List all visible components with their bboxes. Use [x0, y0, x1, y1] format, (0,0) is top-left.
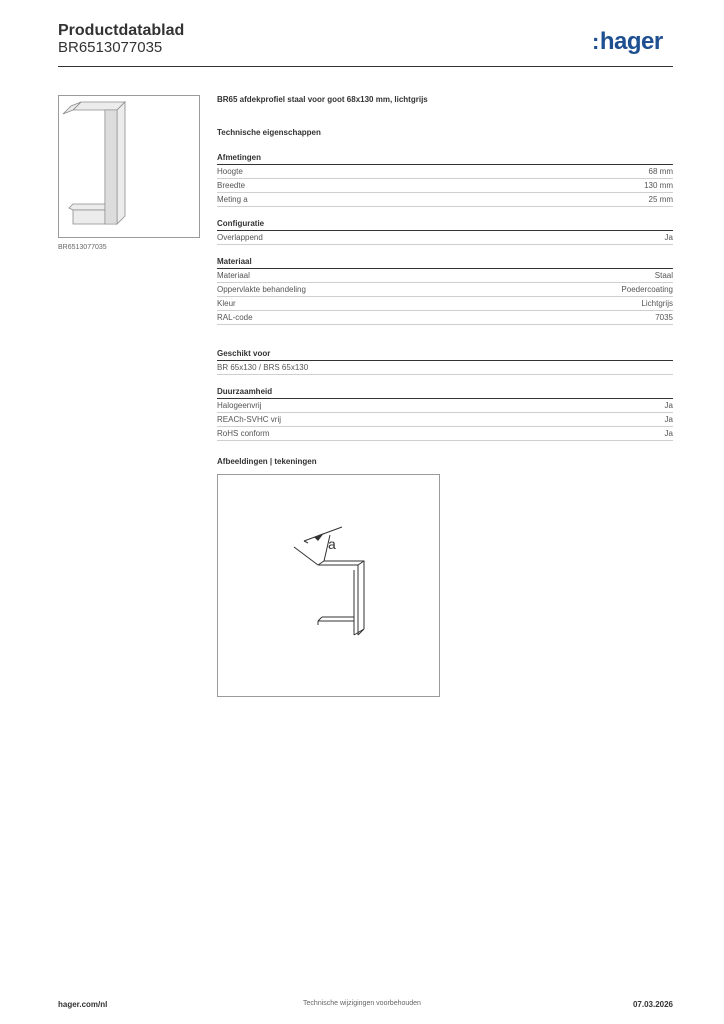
- spec-value: Ja: [664, 415, 673, 424]
- spec-label: Materiaal: [217, 271, 250, 280]
- spec-value: Ja: [664, 233, 673, 242]
- section-afmetingen: [217, 153, 673, 207]
- spec-label: Hoogte: [217, 167, 243, 176]
- section-geschikt-voor: [217, 349, 673, 375]
- spec-value: Ja: [664, 429, 673, 438]
- spec-row: [217, 297, 673, 311]
- footer-website[interactable]: hager.com/nl: [58, 1000, 108, 1009]
- spec-value: Ja: [664, 401, 673, 410]
- spec-label: REACh-SVHC vrij: [217, 415, 282, 424]
- section-title: Configuratie: [217, 219, 673, 231]
- logo-text: hager: [599, 28, 663, 55]
- hager-logo: [592, 28, 663, 56]
- spec-label: Oppervlakte behandeling: [217, 285, 306, 294]
- spec-label: Meting a: [217, 195, 248, 204]
- product-image-frame: [58, 95, 200, 238]
- spec-row: [217, 283, 673, 297]
- section-subtitle: Technische eigenschappen: [217, 128, 321, 137]
- spec-content: [217, 95, 673, 697]
- footer-date: 07.03.2026: [632, 1000, 673, 1009]
- section-configuratie: [217, 219, 673, 245]
- spec-row: [217, 413, 673, 427]
- spec-value: 7035: [655, 313, 673, 322]
- spec-row: [217, 165, 673, 179]
- spec-row: [217, 427, 673, 441]
- product-description: BR65 afdekprofiel staal voor goot 68x130 mm, lichtgrijs: [217, 95, 428, 104]
- spec-row: [217, 361, 673, 375]
- spec-row: [217, 193, 673, 207]
- spec-label: BR 65x130 / BRS 65x130: [217, 363, 309, 372]
- section-title: Afmetingen: [217, 153, 673, 165]
- spec-label: RoHS conform: [217, 429, 270, 438]
- product-image-caption: BR6513077035: [58, 244, 107, 251]
- spec-label: Overlappend: [217, 233, 263, 242]
- dimension-drawing-icon: [218, 475, 439, 696]
- header-divider: [58, 66, 673, 67]
- spec-label: Halogeenvrij: [217, 401, 262, 410]
- logo-colon-icon: :: [592, 29, 599, 54]
- footer-disclaimer: Technische wijzigingen voorbehouden: [303, 1000, 421, 1007]
- spec-row: [217, 399, 673, 413]
- section-duurzaamheid: [217, 387, 673, 441]
- section-materiaal: [217, 257, 673, 325]
- profile-cover-icon: [59, 96, 199, 237]
- technical-drawing-frame: [217, 474, 440, 697]
- spec-value: 130 mm: [644, 181, 673, 190]
- spec-label: Kleur: [217, 299, 236, 308]
- spec-row: [217, 179, 673, 193]
- section-title: Geschikt voor: [217, 349, 673, 361]
- spec-row: [217, 231, 673, 245]
- section-title: Duurzaamheid: [217, 387, 673, 399]
- spec-label: Breedte: [217, 181, 246, 190]
- spec-value: 68 mm: [648, 167, 673, 176]
- spec-label: RAL-code: [217, 313, 253, 322]
- spec-value: Staal: [654, 271, 673, 280]
- spec-value: 25 mm: [648, 195, 673, 204]
- spec-row: [217, 269, 673, 283]
- product-code: BR6513077035: [58, 39, 163, 56]
- drawings-title: Afbeeldingen | tekeningen: [217, 457, 317, 466]
- spec-value: Lichtgrijs: [641, 299, 673, 308]
- spec-value: Poedercoating: [621, 285, 673, 294]
- document-title: Productdatablad: [58, 22, 185, 39]
- dimension-label: a: [328, 536, 336, 552]
- spec-row: [217, 311, 673, 325]
- section-title: Materiaal: [217, 257, 673, 269]
